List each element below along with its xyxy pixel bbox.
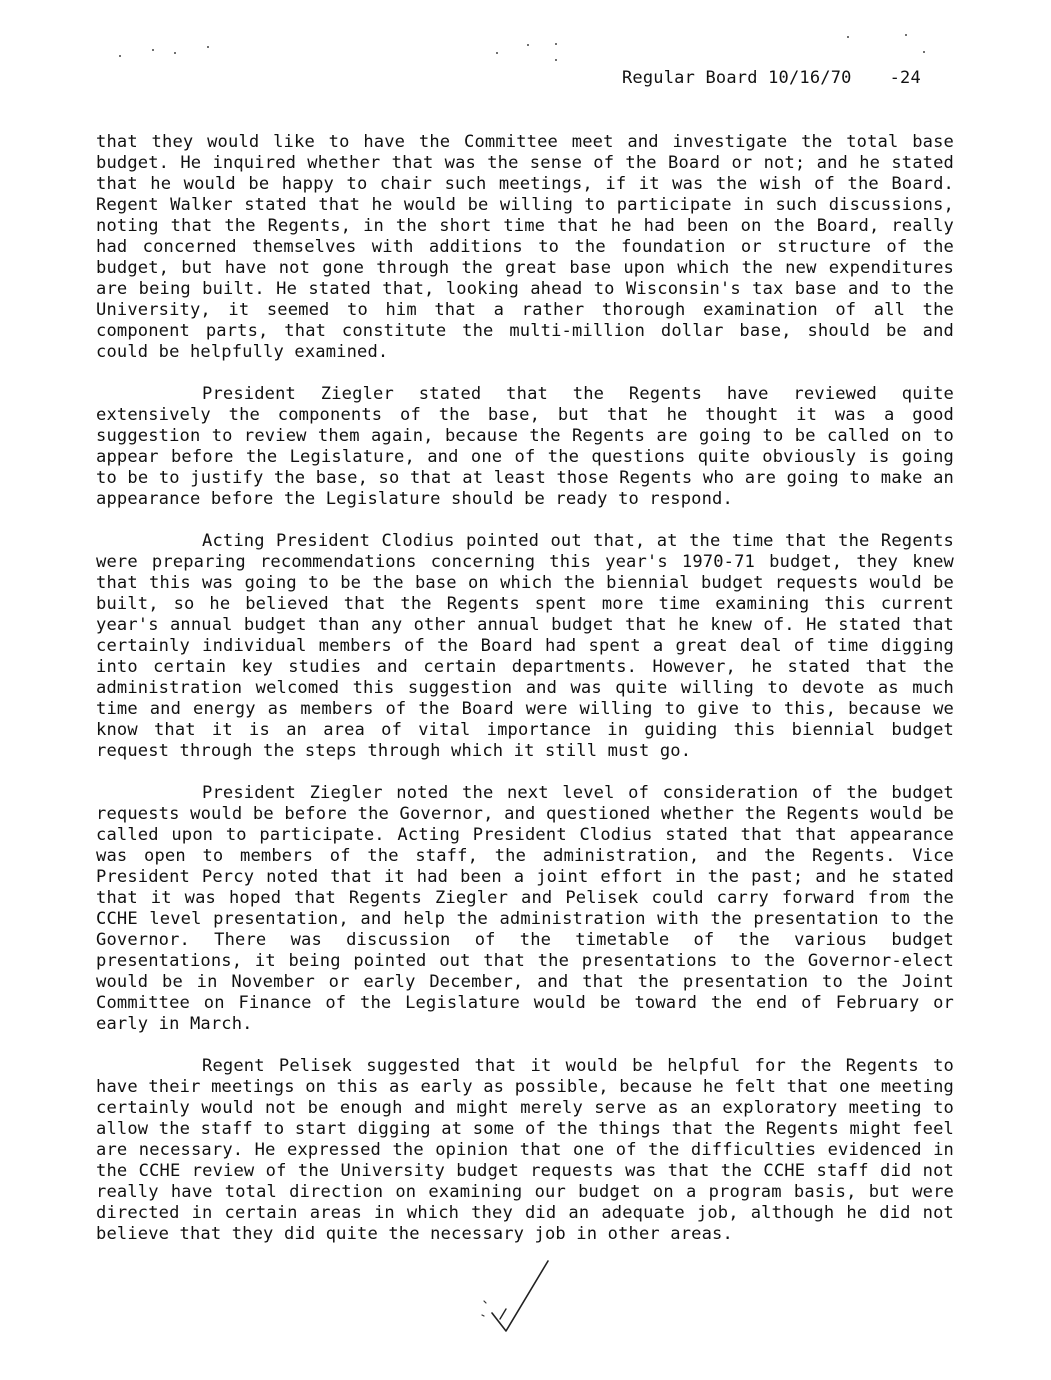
page-header (622, 68, 921, 88)
paragraph-governor-presentation: President Ziegler noted the next level of consideration of the budget requests would be before the Governor, and questioned whether the Regents would be called upon to participate. Acting President Clodius stated that that appearance was open to members of the staff, the administration, and the Regents. Vice President Percy noted that it had been a joint effort in the past; and he stated that it was hoped that Regents Ziegler and Pelisek could carry forward from the CCHE level presentation, and help the administration with the presentation to the Governor. There was discussion of the timetable of the various budget presentations, it being pointed out that the presentations to the Governor-elect would be in November or early December, and that the presentation to the Joint Committee on Finance of the Legislature would be toward the end of February or early in March. (96, 783, 954, 1034)
paragraph-clodius-budget: Acting President Clodius pointed out that, at the time that the Regents were preparing recommendations concerning this year's 1970-71 budget, they knew that this was going to be the base on which the biennial budget requests would be built, so he believed that the Regents spent more time examining this current year's annual budget than any other annual budget that he knew of. He stated that certainly individual members of the Board had spent a great deal of time digging into certain key studies and certain departments. However, he stated that the administration welcomed this suggestion and was quite willing to devote as much time and energy as members of the Board were willing to give to this, because we know that it is an area of vital importance in guiding this biennial budget request through the steps through which it still must go. (96, 531, 954, 761)
paragraph-ziegler-review: President Ziegler stated that the Regents have reviewed quite extensively the components of the base, but that he thought it was a good suggestion to review them again, because the Regents are going to be called on to appear before the Legislature, and one of the questions quite obviously is going to be to justify the base, so that at least those Regents who are going to make an appearance before the Legislature should be ready to respond. (96, 384, 954, 509)
minutes-body (96, 132, 954, 1266)
handwritten-checkmark (470, 1255, 560, 1345)
scan-specks (0, 0, 1051, 120)
page-number: -24 (889, 68, 921, 88)
paragraph-committee-base-budget: that they would like to have the Committee meet and investigate the total base budget. He inquired whether that was the sense of the Board or not; and he stated that he would be happy to chair such meetings, if it was the wish of the Board. Regent Walker stated that he would be willing to participate in such discussions, noting that the Regents, in the short time that he had been on the Board, really had concerned themselves with additions to the foundation or structure of the budget, but have not gone through the great base upon which the new expenditures are being built. He stated that, looking ahead to Wisconsin's tax base and to the University, it seemed to him that a rather thorough examination of all the component parts, that constitute the multi-million dollar base, should be and could be helpfully examined. (96, 132, 954, 362)
paragraph-pelisek-meetings: Regent Pelisek suggested that it would be helpful for the Regents to have their meetings on this as early as possible, because he felt that one meeting certainly would not be enough and might merely serve as an exploratory meeting to allow the staff to start digging at some of the things that the Regents might feel are necessary. He expressed the opinion that one of the difficulties evidenced in the CCHE review of the University budget requests was that the CCHE staff did not really have total direction on examining our budget on a program basis, but were directed in certain areas in which they did an adequate job, although he did not believe that they did quite the necessary job in other areas. (96, 1056, 954, 1244)
board-date: Regular Board 10/16/70 (622, 68, 852, 88)
